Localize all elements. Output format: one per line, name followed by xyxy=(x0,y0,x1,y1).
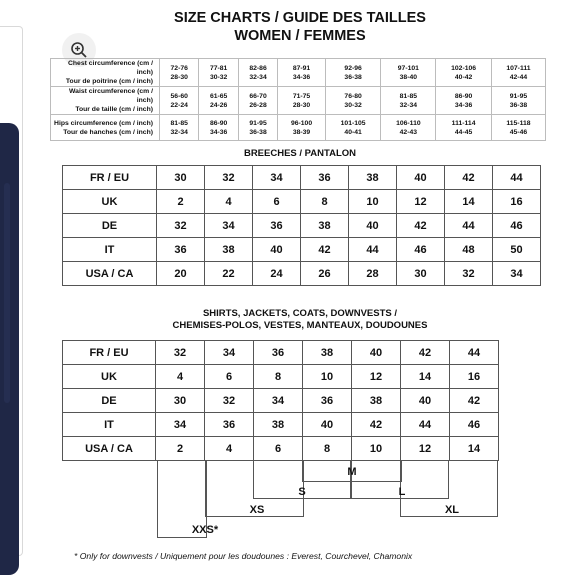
size-cell: 44 xyxy=(493,166,541,190)
size-cell: 4 xyxy=(156,365,205,389)
size-system-label: IT xyxy=(63,238,157,262)
measurement-cm: 96-100 xyxy=(290,119,313,127)
measurement-cm: 97-101 xyxy=(397,64,419,72)
shirts-title-line1: SHIRTS, JACKETS, COATS, DOWNVESTS / xyxy=(202,308,398,319)
size-cell: 44 xyxy=(450,341,499,365)
size-row xyxy=(63,166,541,190)
measurement-cm: 101-105 xyxy=(340,119,366,127)
size-cell: 36 xyxy=(253,214,301,238)
size-cell: 38 xyxy=(301,214,349,238)
measurement-cell xyxy=(325,59,381,87)
measurement-inch: 24-26 xyxy=(209,101,228,109)
size-cell: 42 xyxy=(397,214,445,238)
size-label-xxs: XXS* xyxy=(191,524,219,536)
measurement-cell xyxy=(381,59,436,87)
size-cell: 42 xyxy=(450,389,499,413)
measurements-table xyxy=(50,58,546,141)
measurement-cm: 107-111 xyxy=(506,64,531,72)
size-cell: 24 xyxy=(253,262,301,286)
measurement-label-fr: Tour de hanches (cm / inch) xyxy=(63,128,153,136)
size-cell: 10 xyxy=(349,190,397,214)
size-system-label: UK xyxy=(63,365,156,389)
size-cell: 38 xyxy=(205,238,253,262)
measurement-cell xyxy=(491,115,545,141)
measurement-cm: 72-76 xyxy=(170,64,188,72)
size-label-s: S xyxy=(298,486,306,498)
jacket-thumbnail[interactable] xyxy=(0,123,19,575)
size-cell: 32 xyxy=(205,389,254,413)
size-cell: 34 xyxy=(205,214,253,238)
size-cell: 6 xyxy=(205,365,254,389)
size-cell: 6 xyxy=(254,437,303,461)
measurement-inch: 44-45 xyxy=(454,128,473,136)
measurement-cm: 91-95 xyxy=(249,119,267,127)
size-cell: 34 xyxy=(254,389,303,413)
size-cell: 28 xyxy=(349,262,397,286)
measurement-inch: 22-24 xyxy=(170,101,188,109)
measurement-cell xyxy=(238,87,277,115)
measurement-label-en: Waist circumference (cm / inch) xyxy=(69,88,153,104)
measurement-cell xyxy=(381,115,436,141)
size-cell: 30 xyxy=(156,389,205,413)
measurement-cm: 81-85 xyxy=(170,119,188,127)
size-row xyxy=(63,413,499,437)
measurement-inch: 36-38 xyxy=(249,128,267,136)
size-cell: 2 xyxy=(156,437,205,461)
measurement-cell xyxy=(160,59,199,87)
breeches-table xyxy=(62,165,541,286)
size-row xyxy=(63,437,499,461)
size-cell: 8 xyxy=(303,437,352,461)
breeches-title: BREECHES / PANTALON xyxy=(243,148,357,159)
shirts-table xyxy=(62,340,499,461)
size-cell: 50 xyxy=(493,238,541,262)
size-cell: 10 xyxy=(352,437,401,461)
size-cell: 38 xyxy=(349,166,397,190)
size-row xyxy=(63,214,541,238)
measurement-cm: 56-60 xyxy=(170,92,188,100)
size-cell: 8 xyxy=(254,365,303,389)
size-cell: 40 xyxy=(303,413,352,437)
size-cell: 40 xyxy=(349,214,397,238)
size-cell: 34 xyxy=(156,413,205,437)
measurement-label-en: Chest circumference (cm / inch) xyxy=(68,60,153,76)
size-cell: 38 xyxy=(303,341,352,365)
measurement-cell xyxy=(278,87,326,115)
measurement-inch: 28-30 xyxy=(170,73,188,81)
measurement-inch: 32-34 xyxy=(170,128,188,136)
size-row xyxy=(63,365,499,389)
size-cell: 32 xyxy=(157,214,205,238)
measurement-cm: 82-86 xyxy=(249,64,267,72)
size-cell: 30 xyxy=(157,166,205,190)
size-row xyxy=(63,262,541,286)
measurement-inch: 40-42 xyxy=(454,73,473,81)
measurement-cell xyxy=(199,87,238,115)
size-cell: 8 xyxy=(301,190,349,214)
measurement-cm: 86-90 xyxy=(454,92,473,100)
chart-subtitle: WOMEN / FEMMES xyxy=(234,28,366,44)
measurement-cell xyxy=(238,115,277,141)
shirts-title-line2: CHEMISES-POLOS, VESTES, MANTEAUX, DOUDOUNES xyxy=(172,320,428,331)
size-cell: 36 xyxy=(157,238,205,262)
size-system-label: DE xyxy=(63,389,156,413)
size-cell: 16 xyxy=(493,190,541,214)
size-cell: 40 xyxy=(397,166,445,190)
size-system-label: USA / CA xyxy=(63,262,157,286)
size-label-xl: XL xyxy=(444,504,460,516)
measurement-cell xyxy=(491,59,545,87)
size-cell: 46 xyxy=(450,413,499,437)
size-cell: 44 xyxy=(349,238,397,262)
measurement-cell xyxy=(325,87,381,115)
size-cell: 6 xyxy=(253,190,301,214)
size-cell: 46 xyxy=(397,238,445,262)
size-label-m: M xyxy=(347,466,357,478)
size-row xyxy=(63,389,499,413)
measurement-cm: 77-81 xyxy=(209,64,228,72)
measurement-label-fr: Tour de taille (cm / inch) xyxy=(75,106,153,113)
measurement-cm: 76-80 xyxy=(344,92,362,100)
size-cell: 48 xyxy=(445,238,493,262)
measurement-cm: 71-75 xyxy=(292,92,311,100)
measurement-inch: 38-39 xyxy=(292,128,311,136)
measurement-cell xyxy=(436,87,492,115)
footnote: * Only for downvests / Uniquement pour les doudounes : Everest, Courchevel, Chamonix xyxy=(74,551,413,561)
size-system-label: UK xyxy=(63,190,157,214)
size-cell: 40 xyxy=(352,341,401,365)
size-cell: 32 xyxy=(156,341,205,365)
size-cell: 30 xyxy=(397,262,445,286)
size-row xyxy=(63,341,499,365)
measurement-label-en: Hips circumference (cm / inch) xyxy=(54,119,153,127)
measurement-inch: 34-36 xyxy=(209,128,228,136)
measurement-cell xyxy=(278,115,326,141)
measurement-inch: 42-43 xyxy=(399,128,418,136)
size-cell: 44 xyxy=(445,214,493,238)
size-cell: 2 xyxy=(157,190,205,214)
measurement-cell xyxy=(160,87,199,115)
size-row xyxy=(63,190,541,214)
size-label-xs: XS xyxy=(249,504,265,516)
measurement-cell xyxy=(199,115,238,141)
measurement-row xyxy=(51,87,546,115)
size-cell: 42 xyxy=(445,166,493,190)
measurement-cm: 92-96 xyxy=(344,64,362,72)
size-cell: 42 xyxy=(301,238,349,262)
measurement-inch: 34-36 xyxy=(454,101,473,109)
size-system-label: FR / EU xyxy=(63,166,157,190)
measurement-cell xyxy=(436,59,492,87)
size-system-label: FR / EU xyxy=(63,341,156,365)
size-cell: 4 xyxy=(205,190,253,214)
measurement-inch: 34-36 xyxy=(292,73,311,81)
measurement-cm: 66-70 xyxy=(249,92,267,100)
size-cell: 44 xyxy=(401,413,450,437)
measurement-inch: 45-46 xyxy=(509,128,528,136)
size-cell: 36 xyxy=(303,389,352,413)
measurement-cm: 81-85 xyxy=(399,92,418,100)
measurement-cell xyxy=(436,115,492,141)
measurement-cell xyxy=(381,87,436,115)
measurement-label xyxy=(51,87,160,115)
size-cell: 40 xyxy=(401,389,450,413)
size-row xyxy=(63,238,541,262)
measurement-inch: 26-28 xyxy=(249,101,267,109)
measurement-inch: 42-44 xyxy=(509,73,528,81)
size-system-label: USA / CA xyxy=(63,437,156,461)
measurement-label xyxy=(51,59,160,87)
measurement-cm: 102-106 xyxy=(451,64,477,72)
thumbnail-frame[interactable] xyxy=(0,26,23,556)
size-cell: 42 xyxy=(352,413,401,437)
chart-title: SIZE CHARTS / GUIDE DES TAILLES xyxy=(174,10,426,26)
measurement-cell xyxy=(199,59,238,87)
measurement-cell xyxy=(491,87,545,115)
measurement-inch: 30-32 xyxy=(209,73,228,81)
size-cell: 26 xyxy=(301,262,349,286)
size-cell: 4 xyxy=(205,437,254,461)
size-cell: 42 xyxy=(401,341,450,365)
measurement-inch: 32-34 xyxy=(249,73,267,81)
measurement-cm: 106-110 xyxy=(396,119,421,127)
measurement-cm: 61-65 xyxy=(209,92,228,100)
size-cell: 32 xyxy=(205,166,253,190)
size-system-label: DE xyxy=(63,214,157,238)
size-cell: 38 xyxy=(254,413,303,437)
size-label-l: L xyxy=(398,486,406,498)
size-cell: 32 xyxy=(445,262,493,286)
size-cell: 34 xyxy=(205,341,254,365)
measurement-inch: 32-34 xyxy=(399,101,418,109)
size-cell: 38 xyxy=(352,389,401,413)
size-cell: 10 xyxy=(303,365,352,389)
size-cell: 46 xyxy=(493,214,541,238)
measurement-inch: 38-40 xyxy=(399,73,418,81)
measurement-inch: 30-32 xyxy=(344,101,362,109)
measurement-cm: 86-90 xyxy=(209,119,228,127)
size-cell: 16 xyxy=(450,365,499,389)
measurement-cell xyxy=(325,115,381,141)
size-cell: 22 xyxy=(205,262,253,286)
size-cell: 36 xyxy=(301,166,349,190)
measurement-label xyxy=(51,115,160,141)
size-cell: 34 xyxy=(493,262,541,286)
measurement-cell xyxy=(278,59,326,87)
measurement-label-fr: Tour de poitrine (cm / inch) xyxy=(65,78,153,85)
measurement-row xyxy=(51,115,546,141)
size-cell: 36 xyxy=(254,341,303,365)
measurement-inch: 36-38 xyxy=(509,101,528,109)
size-cell: 12 xyxy=(397,190,445,214)
measurement-cell xyxy=(238,59,277,87)
size-cell: 20 xyxy=(157,262,205,286)
measurement-cell xyxy=(160,115,199,141)
measurement-inch: 28-30 xyxy=(292,101,311,109)
size-cell: 36 xyxy=(205,413,254,437)
size-cell: 14 xyxy=(445,190,493,214)
size-cell: 14 xyxy=(450,437,499,461)
size-cell: 12 xyxy=(401,437,450,461)
size-cell: 12 xyxy=(352,365,401,389)
size-cell: 40 xyxy=(253,238,301,262)
size-cell: 14 xyxy=(401,365,450,389)
measurement-inch: 40-41 xyxy=(344,128,362,136)
measurement-cm: 87-91 xyxy=(292,64,311,72)
measurement-cm: 115-118 xyxy=(506,119,531,127)
measurement-inch: 36-38 xyxy=(344,73,362,81)
size-cell: 34 xyxy=(253,166,301,190)
measurement-cm: 111-114 xyxy=(451,119,476,127)
size-system-label: IT xyxy=(63,413,156,437)
measurement-row xyxy=(51,59,546,87)
measurement-cm: 91-95 xyxy=(509,92,528,100)
